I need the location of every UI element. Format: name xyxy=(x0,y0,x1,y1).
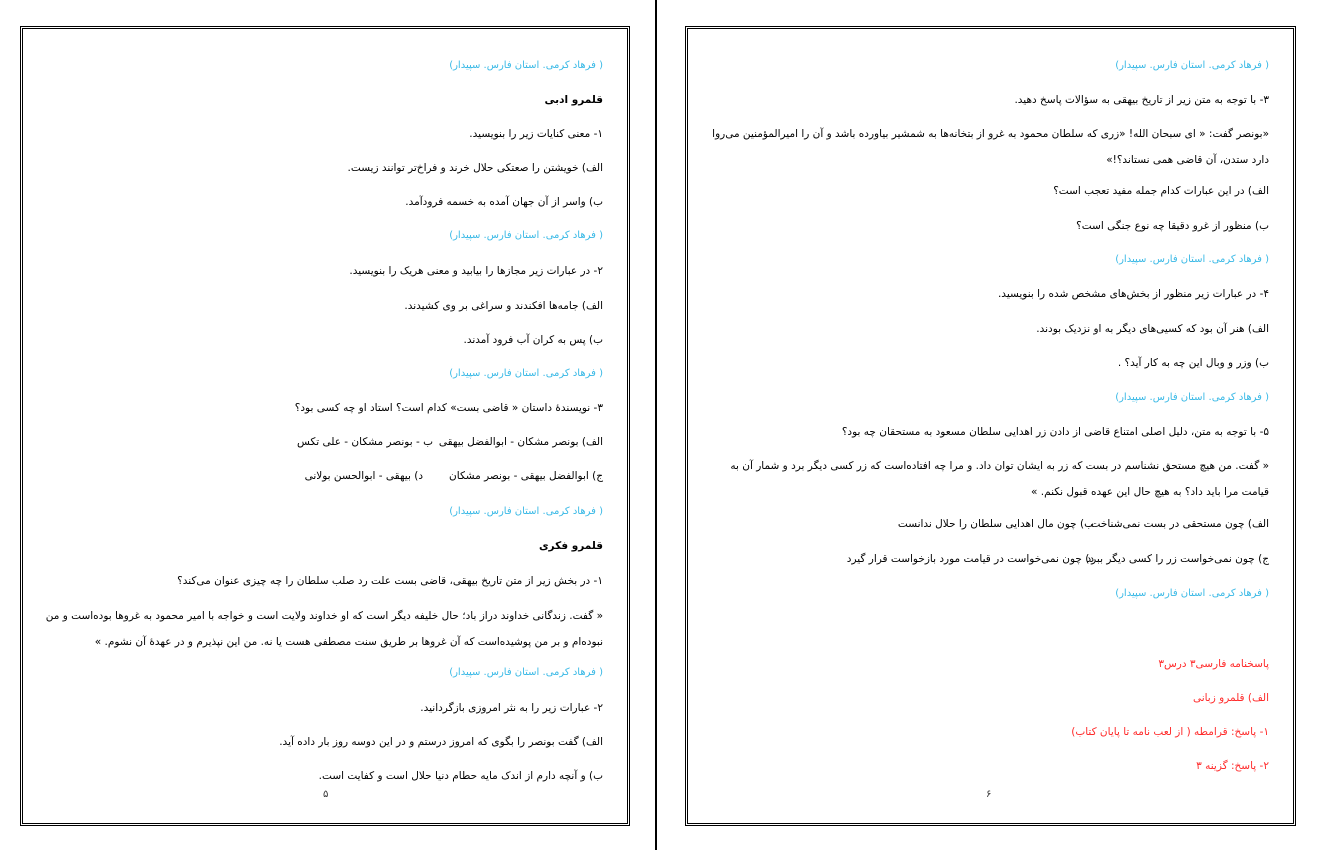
question-text: ۴- در عبارات زیر منظور از بخش‌های مشخص شده را بنویسید. xyxy=(997,288,1269,300)
answer-key-item: ۲- پاسخ: گزینه ۳ xyxy=(1196,760,1269,772)
question-text: ۳- نویسندهٔ داستان « قاضی بست» کدام است؟ استاد او چه کسی بود؟ xyxy=(294,402,603,414)
question-text: ۱- معنی کنایات زیر را بنویسید. xyxy=(469,128,603,140)
question-text: ۱- در بخش زیر از متن تاریخ بیهقی، قاضی بست علت رد صلب سلطان را چه چیزی عنوان می‌کند؟ xyxy=(177,575,603,587)
mcq-option-a: الف) بونصر مشکان - ابوالفضل بیهقی xyxy=(438,436,603,448)
document-page-right xyxy=(685,26,1296,826)
section-heading-intellectual: قلمرو فکری xyxy=(538,540,603,552)
answer-option: ب) پس به کران آب فرود آمدند. xyxy=(463,334,603,346)
watermark-text: ( فرهاد کرمی. استان فارس. سپیدار) xyxy=(1115,60,1269,71)
quote-paragraph: «بونصر گفت: « ای سبحان الله! «زری که سلطان محمود به غرو از بتخانه‌ها به شمشیر بیاورده باشد و آن را امیرالمؤمنین می‌روا دارد ستدن، آن قاضی همی نستاند؟!» xyxy=(712,128,1269,166)
question-text: ۳- با توجه به متن زیر از تاریخ بیهقی به سؤالات پاسخ دهید. xyxy=(1014,94,1269,106)
answer-option: الف) گفت بونصر را بگوی که امروز درستم و در این دوسه روز بار داده آید. xyxy=(279,736,603,748)
answer-key-section: الف) قلمرو زبانی xyxy=(1192,692,1269,704)
question-text: ۲- عبارات زیر را به نثر امروزی بازگردانید. xyxy=(420,702,603,714)
watermark-text: ( فرهاد کرمی. استان فارس. سپیدار) xyxy=(1115,392,1269,403)
mcq-option-b: ب) چون مال اهدایی سلطان را حلال ندانست xyxy=(897,518,1094,530)
mcq-option-c: ج) چون نمی‌خواست زر را کسی دیگر ببرد xyxy=(1086,553,1269,565)
mcq-option-c: ج) ابوالفضل بیهقی - بونصر مشکان xyxy=(449,470,603,482)
answer-option: ب) و آنچه دارم از اندک مایه حطام دنیا حلال است و کفایت است. xyxy=(318,770,603,782)
watermark-text: ( فرهاد کرمی. استان فارس. سپیدار) xyxy=(449,667,603,678)
answer-option: الف) جامه‌ها افکندند و سراغی بر وی کشیدند. xyxy=(404,300,603,312)
mcq-option-d: د) بیهقی - ابوالحسن بولانی xyxy=(304,470,423,482)
answer-option: الف) خویشتن را صعتکی حلال خرند و فراخ‌تر توانند زیست. xyxy=(347,162,603,174)
mcq-option-b: ب - بونصر مشکان - علی تکس xyxy=(297,436,433,448)
quote-paragraph: « گفت. من هیچ مستحق نشناسم در بست که زر به ایشان توان داد. و مرا چه افتاده‌است که زر کسی دیگر برد و شمار آن به قیامت مرا باید داد؟ به هیچ حال این عهده قبول نکنم. » xyxy=(730,460,1269,498)
document-page-left xyxy=(20,26,630,826)
answer-key-title: پاسخنامه فارسی۳ درس۳ xyxy=(1158,658,1269,670)
watermark-text: ( فرهاد کرمی. استان فارس. سپیدار) xyxy=(449,230,603,241)
question-text: الف) در این عبارات کدام جمله مفید تعجب است؟ xyxy=(1053,185,1269,197)
watermark-text: ( فرهاد کرمی. استان فارس. سپیدار) xyxy=(449,60,603,71)
mcq-option-a: الف) چون مستحقی در بست نمی‌شناخت xyxy=(1090,518,1269,530)
quote-paragraph: « گفت. زندگانی خداوند دراز باد؛ حال خلیفه دیگر است که او خداوند ولایت است و خواجه با امیر محمود به غروها بوده‌است و من نبوده‌ام و بر من پوشیده‌است که آن غروها بر طریق سنت مصطفی هست یا نه. من این نپذیرم و در عهدهٔ آن نشوم. » xyxy=(45,610,603,648)
question-text: ۵- با توجه به متن، دلیل اصلی امتناع قاضی از دادن زر اهدایی سلطان مسعود به مستحقان چه بود؟ xyxy=(841,426,1269,438)
answer-option: ب) واسر از آن جهان آمده به خسمه فرودآمد. xyxy=(405,196,603,208)
watermark-text: ( فرهاد کرمی. استان فارس. سپیدار) xyxy=(1115,254,1269,265)
answer-option: ب) وزر و وبال این چه به کار آید؟ . xyxy=(1117,357,1269,369)
watermark-text: ( فرهاد کرمی. استان فارس. سپیدار) xyxy=(1115,588,1269,599)
page-number: ۶ xyxy=(986,789,992,800)
page-spread-divider xyxy=(655,0,657,850)
answer-option: الف) هنر آن بود که کسیی‌های دیگر به او نزدیک بودند. xyxy=(1036,323,1269,335)
question-text: ب) منظور از غرو دقیقا چه نوع جنگی است؟ xyxy=(1076,220,1269,232)
watermark-text: ( فرهاد کرمی. استان فارس. سپیدار) xyxy=(449,506,603,517)
mcq-option-d: د) چون نمی‌خواست در قیامت مورد بازخواست قرار گیرد xyxy=(846,553,1094,565)
page-number: ۵ xyxy=(323,789,329,800)
section-heading-literary: قلمرو ادبی xyxy=(544,94,603,106)
answer-key-item: ۱- پاسخ: قرامطه ( از لعب نامه تا پایان کتاب) xyxy=(1071,726,1269,738)
watermark-text: ( فرهاد کرمی. استان فارس. سپیدار) xyxy=(449,368,603,379)
question-text: ۲- در عبارات زیر مجازها را بیابید و معنی هریک را بنویسید. xyxy=(349,265,603,277)
